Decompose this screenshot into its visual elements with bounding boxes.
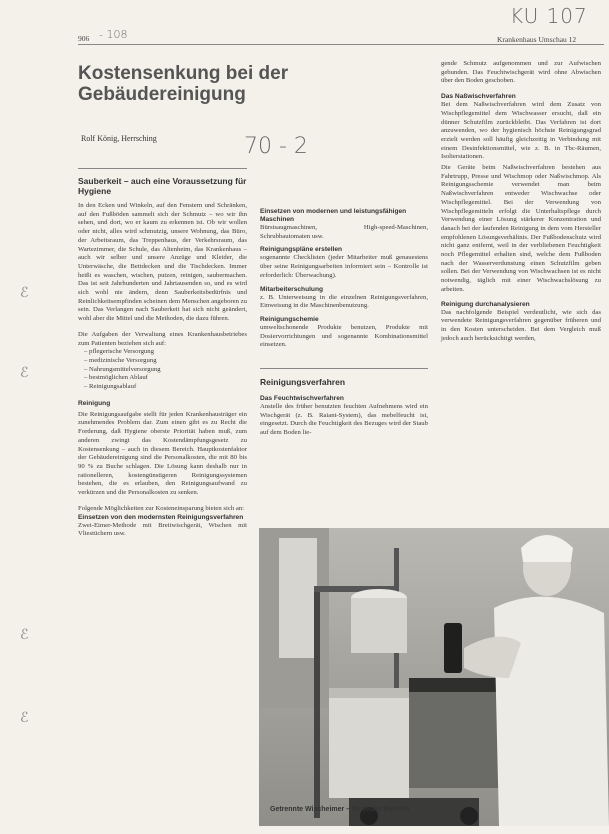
list-item: – bestmöglichen Ablauf bbox=[84, 374, 247, 383]
journal-title: Krankenhaus Umschau 12 bbox=[497, 35, 577, 44]
paragraph: Folgende Möglichkeiten zur Kosteneinsparung bieten sich an: bbox=[78, 504, 245, 512]
binder-hole-mark: ℰ bbox=[20, 365, 29, 381]
binder-hole-mark: ℰ bbox=[20, 710, 29, 726]
subheading: Das Feuchtwischverfahren bbox=[260, 395, 344, 403]
title-line-2: Gebäudereinigung bbox=[78, 84, 246, 105]
subheading: Reinigung bbox=[78, 399, 111, 407]
photo-wash-buckets bbox=[259, 528, 609, 826]
title-line-1: Kostensenkung bei der bbox=[78, 63, 289, 84]
paragraph: sogenannte Checklisten (jeder Mitarbeiter muß genauestens über seine Reinigungsarbeiten informiert sein – Kontrolle ist erforderlich: Überwachung). bbox=[260, 254, 428, 279]
column-3 bbox=[441, 60, 601, 343]
subheading: Reinigungschemie bbox=[260, 315, 319, 323]
article-title bbox=[78, 63, 418, 105]
header-rule bbox=[78, 44, 604, 45]
corner-note: KU 107 bbox=[510, 4, 588, 28]
paragraph: In den Ecken und Winkeln, auf den Fenstern und Schränken, auf den Fußböden sammelt sich der Schmutz – wo wir ihn sehen, und dort, wo er kaum zu erkennen ist. Ob wir wollen oder nicht, alles wird schmutzig, unsere Wohnung, das Büro, der Arbeitsraum, das Treppenhaus, der Verkehrsraum, das Wartezimmer, die Schule, das Altenheim, das Krankenhaus – auch wir selber und unsere Anzüge und Kleider, die Unterwäsche, die Bettdecken und die Tischdecken. Immer heißt es waschen, wischen, putzen, reinigen, saubermachen. Das ist seit Jahrhunderten und Jahrtausenden so, und es wird sich wohl nie ändern, denn Sauberkeitsbedürfnis und Reinlichkeitsempfinden scheinen dem Menschen angeboren zu sein. Das Verlangen nach Sauberkeit hat sich nicht geändert, wohl aber die Mittel und die Methoden, die dazu führen. bbox=[78, 202, 247, 323]
margin-note: 70 - 2 bbox=[244, 134, 308, 159]
binder-hole-mark: ℰ bbox=[20, 285, 29, 301]
paragraph: Bürstsaugmaschinen, High-speed-Maschinen, Schrubbautomaten usw. bbox=[260, 224, 428, 240]
paragraph: Die Aufgaben der Verwaltung eines Krankenhausbetriebes zum Patienten beziehen sich auf: bbox=[78, 330, 247, 347]
list-item: – pflegerische Versorgung bbox=[84, 348, 247, 357]
task-list bbox=[78, 348, 247, 392]
paragraph: gende Schmutz aufgenommen und zur Aufwischen gebunden. Das Feuchtwischgerät wird ohne Abwischen über den Boden geschoben. bbox=[441, 60, 601, 85]
section-heading: Sauberkeit – auch eine Voraussetzung für Hygiene bbox=[78, 176, 247, 196]
subheading: Einsetzen von modernen und leistungsfähigen Maschinen bbox=[260, 208, 407, 223]
subheading: Reinigung durchanalysieren bbox=[441, 300, 530, 308]
paragraph: Bei dem Naßwischverfahren wird dem Zusatz von Wischpflegemittel dem Wischwasser ersucht, daß ein dünner Schutzfilm zurückbleibt. Das Verfahren ist dort anzuwenden, wo der hygienisch höchste Reinigungsgrad erzielt werden soll häufig gleichzeitig in Verbindung mit einem Desinfektionsmittel, wie z. B. in Tbc-Räumen, Isolierstationen. bbox=[441, 101, 601, 161]
subheading: Das Naßwischverfahren bbox=[441, 93, 516, 101]
list-item: – medizinische Versorgung bbox=[84, 357, 247, 366]
paragraph: Anstelle des früher benutzten feuchten Aufnehmens wird ein Wischgerät (z. B. Raiant-System), das mebelfeucht ist, eingesetzt. Durch die Feuchtigkeit des Bezuges wird der Staub auf dem Boden lie- bbox=[260, 403, 428, 437]
list-item: – Nahrungsmittelversorgung bbox=[84, 366, 247, 375]
column-rule bbox=[78, 168, 247, 169]
paragraph: z. B. Unterweisung in die einzelnen Reinigungsverfahren, Einweisung in die Maschinenbenutzung. bbox=[260, 293, 428, 310]
column-2 bbox=[260, 208, 428, 438]
section-heading: Reinigungsverfahren bbox=[260, 377, 346, 388]
page-annotation: - 108 bbox=[99, 28, 128, 41]
paragraph: Das nachfolgende Beispiel verdeutlicht, wie sich das verwendete Reinigungsverfahren gegenüber früheren und in den Kosten unterscheiden. Bei dem Vergleich muß jedoch auch berücksichtigt werden, bbox=[441, 308, 601, 342]
column-rule bbox=[260, 368, 428, 369]
paragraph: umweltschonende Produkte benutzen, Produkte mit Dosiervorrichtungen und sogenannte Kombinationsmittel einsetzen. bbox=[260, 323, 428, 349]
photo-illustration bbox=[259, 528, 609, 826]
page-number: 906 bbox=[78, 34, 90, 43]
paragraph: Zwei-Eimer-Methode mit Breitwischgerät, Wischen mit Vliestüchern usw. bbox=[78, 521, 247, 538]
list-item: – Reinigungsablauf bbox=[84, 383, 247, 392]
author: Rolf König, Herrsching bbox=[81, 134, 157, 143]
column-1 bbox=[78, 168, 247, 539]
paragraph: Die Reinigungsaufgabe stellt für jeden Krankenhausträger ein zunehmendes Problem dar. Zum einen gibt es zu Recht die Forderung, daß Hygiene oberste Priorität haben muß, zum anderen zwingt das Kostendämpfungsgesetz zu Kostensenkung – auch in diesem Bereich. Hauptkostenfaktor der Gebäudereinigung sind die Personalkosten, die mit 80 bis 90 % zu Buche schlagen. Die Lösung kann deshalb nur in rationelleren, kostengünstigeren Reinigungssystemen bestehen, die es erlauben, den Reinigungsaufwand zu verkürzen und die Personalkosten zu senken. bbox=[78, 410, 247, 497]
subheading: Einsetzen von den modernsten Reinigungsverfahren bbox=[78, 513, 244, 521]
figure-caption: Getrennte Wischeimer – für jeden Bereich bbox=[270, 806, 410, 813]
paragraph: Die Geräte beim Naßwischverfahren bestehen aus Fahrtrupp, Presse und Wischmop oder Naßwischmop. Als Reinigungsschemie verwendet man beim Naßwischverfahren entweder Wischwachse oder Wischpflegemittel. Bei der Verwendung von Wischpflegemitteln erfolgt die Unterhaltspflege durch Verwendung einer Lösung stärkerer Konzentration und danach bei der laufenden Reinigung in dem vom Hersteller empfohlenen Lösungsverhältnis. Der Fußbodenschutz wird nicht ganz entfernt, weil in der verbliebenen Feuchtigkeit noch Pflegemittel erhalten sind, welche dem Fußboden nach der Wasserverdunstung einen Schutzfilm geben sollen. Bei der Verwendung von Wischwachsen ist es nicht notwendig, täglich mit einer Wischwachslösung zu arbeiten. bbox=[441, 164, 601, 293]
subheading: Mitarbeiterschulung bbox=[260, 285, 324, 293]
subheading: Reinigungspläne erstellen bbox=[260, 246, 343, 254]
binder-hole-mark: ℰ bbox=[20, 627, 29, 643]
